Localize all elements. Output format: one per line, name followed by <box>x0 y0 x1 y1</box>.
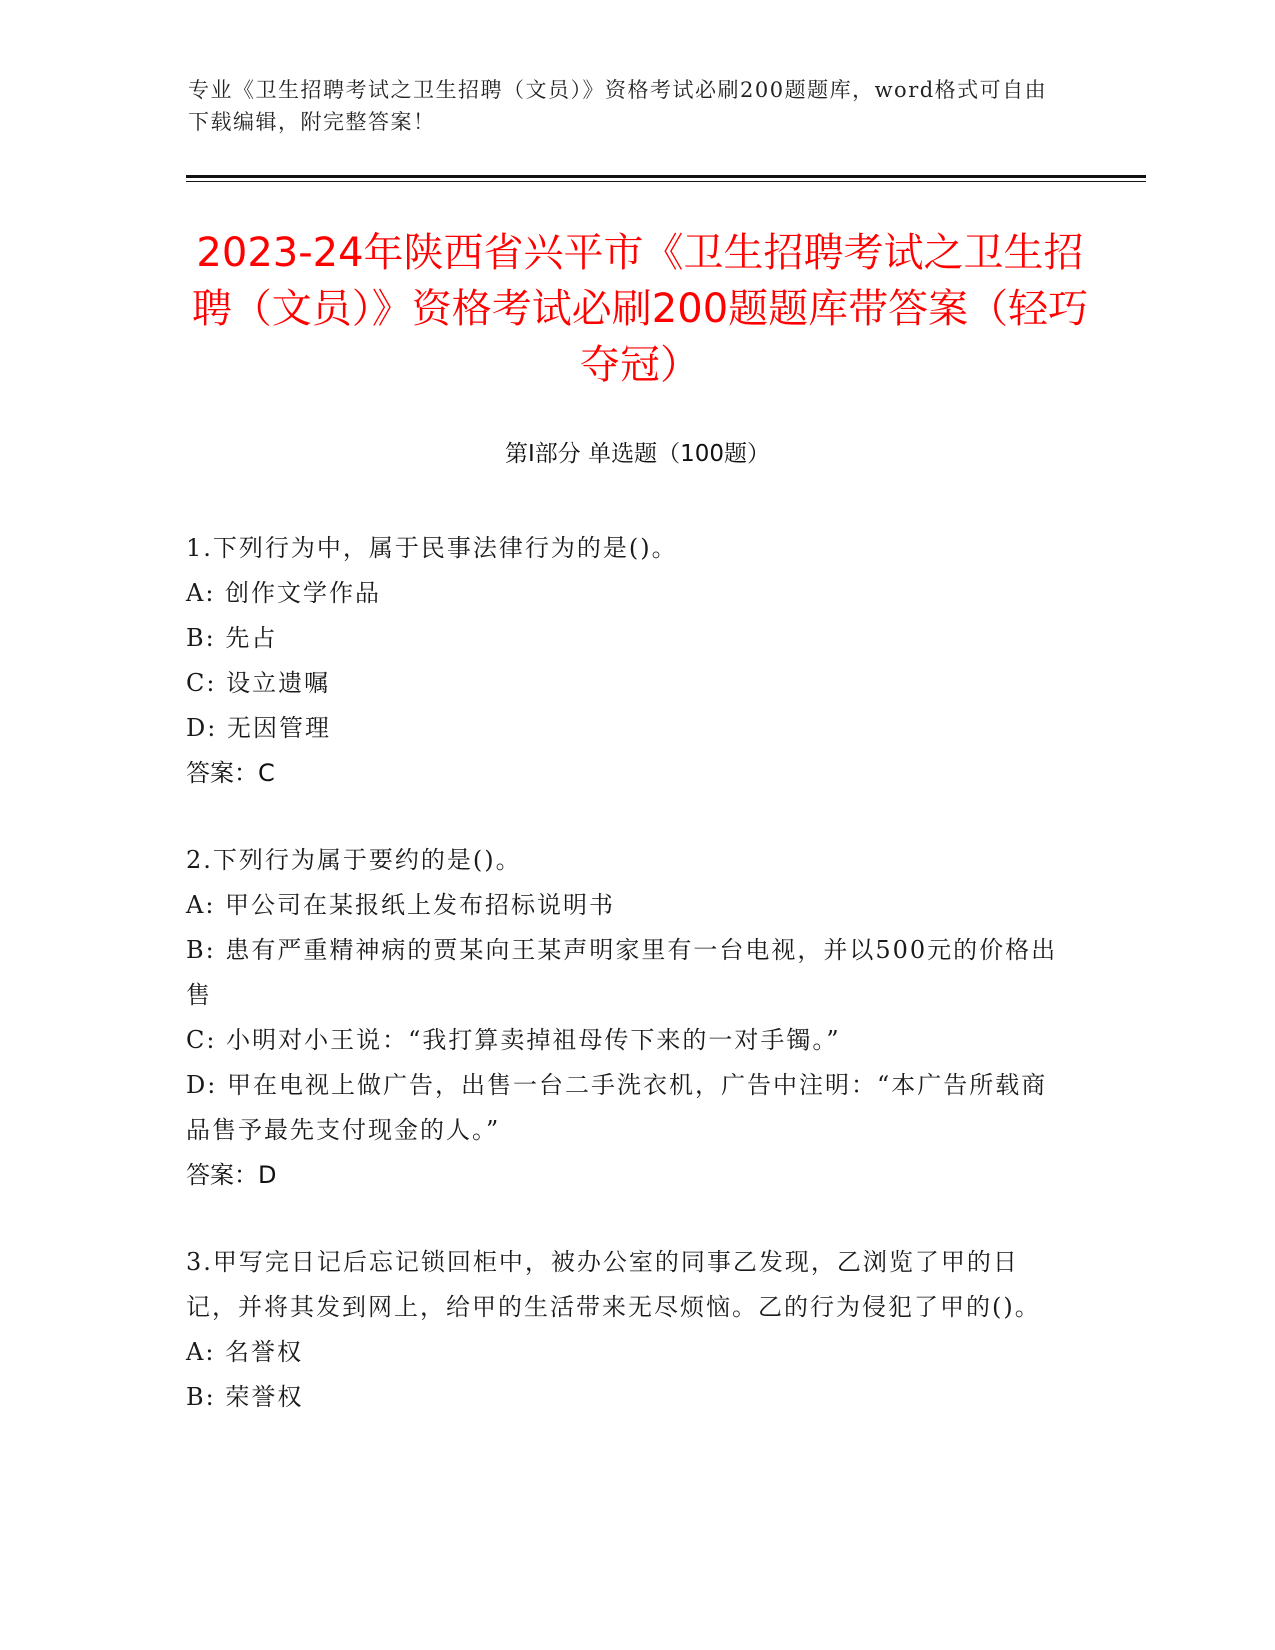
option-b: B: 患有严重精神病的贾某向王某声明家里有一台电视，并以500元的价格出售 <box>186 936 1058 1009</box>
question-1 <box>186 526 1066 796</box>
header-note: 专业《卫生招聘考试之卫生招聘（文员）》资格考试必刷200题题库，word格式可自由下载编辑，附完整答案！ <box>188 78 1048 134</box>
option-d: D: 无因管理 <box>186 714 331 742</box>
option-a: A: 创作文学作品 <box>186 579 382 607</box>
question-list <box>186 526 1066 1462</box>
question-stem: 3.甲写完日记后忘记锁回柜中，被办公室的同事乙发现，乙浏览了甲的日记，并将其发到网上，给甲的生活带来无尽烦恼。乙的行为侵犯了甲的()。 <box>186 1248 1041 1321</box>
option-a: A: 名誉权 <box>186 1338 304 1366</box>
header-divider-thick <box>186 175 1146 178</box>
option-c: C: 设立遗嘱 <box>186 669 331 697</box>
option-b: B: 先占 <box>186 624 278 652</box>
option-a: A: 甲公司在某报纸上发布招标说明书 <box>186 891 616 919</box>
answer: 答案：D <box>186 1161 277 1189</box>
question-3 <box>186 1240 1066 1420</box>
option-c: C: 小明对小王说：“我打算卖掉祖母传下来的一对手镯。” <box>186 1026 841 1054</box>
question-2 <box>186 838 1066 1198</box>
question-stem: 2.下列行为属于要约的是()。 <box>186 846 522 874</box>
option-b: B: 荣誉权 <box>186 1383 304 1411</box>
question-stem: 1.下列行为中，属于民事法律行为的是()。 <box>186 534 678 562</box>
answer: 答案：C <box>186 759 275 787</box>
section-heading: 第I部分 单选题（100题） <box>505 441 770 467</box>
header-divider-thin <box>186 181 1146 182</box>
option-d: D: 甲在电视上做广告，出售一台二手洗衣机，广告中注明：“本广告所载商品售予最先支付现金的人。” <box>186 1071 1048 1144</box>
document-title: 2023-24年陕西省兴平市《卫生招聘考试之卫生招聘（文员）》资格考试必刷200题题库带答案（轻巧夺冠） <box>191 230 1089 388</box>
